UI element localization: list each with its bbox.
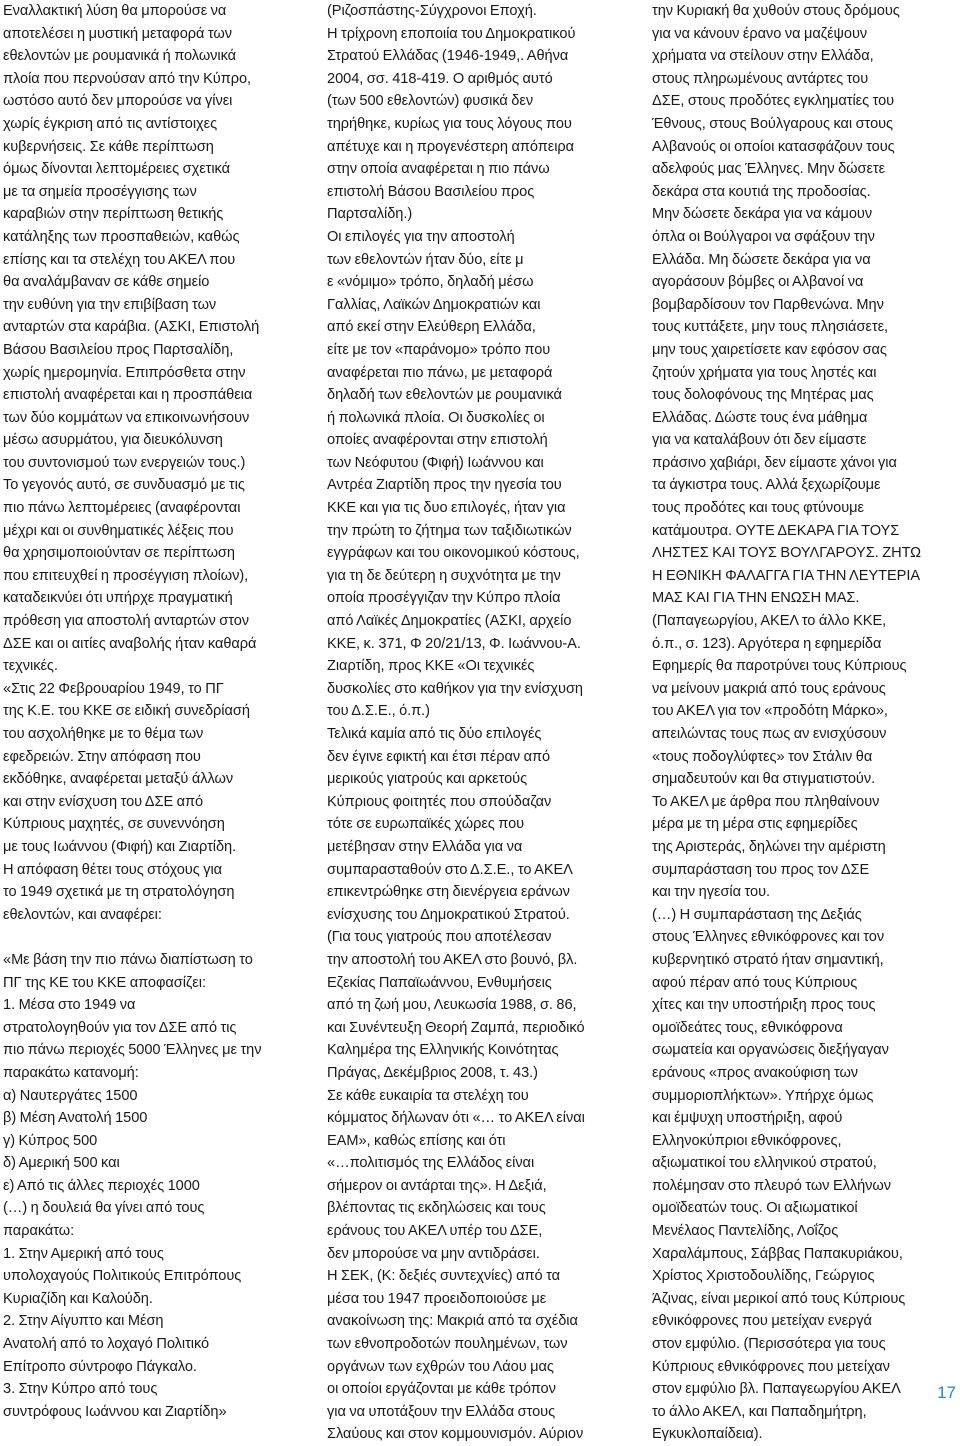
page-number: 17 — [937, 1383, 956, 1402]
text-line: συμπαράσταση του προς τον ΔΣΕ — [652, 861, 870, 878]
text-line: μην τους χαιρετίσετε καν εφόσον σας — [652, 341, 887, 358]
text-line: ενίσχυσης του Δημοκρατικού Στρατού. — [327, 906, 570, 923]
text-line: για να καταλάβουν ότι δεν είμαστε — [652, 432, 867, 449]
text-line: Έθνους, στους Βούλγαρους και στους — [652, 115, 894, 132]
text-line: αγοράσουν βόμβες οι Αλβανοί να — [652, 274, 864, 291]
text-line: μερικούς γιατρούς και αρκετούς — [327, 771, 528, 788]
text-line: Το γεγονός αυτό, σε συνδυασμό με τις — [3, 477, 245, 494]
text-line: 1. Μέσα στο 1949 να — [3, 997, 136, 1014]
text-line: οποίες αναφέρονται στην επιστολή — [327, 432, 548, 449]
text-line: πολέμησαν στο πλευρό των Ελλήνων — [652, 1177, 892, 1194]
text-line: ομοϊδεατών τους. Οι αξιωματικοί — [652, 1200, 858, 1217]
text-line: ΚΚΕ, κ. 371, Φ 20/21/13, Φ. Ιωάννου-Α. — [327, 635, 581, 652]
text-line: συντρόφους Ιωάννου και Ζιαρτίδη» — [3, 1403, 227, 1420]
text-line: Καλημέρα της Ελληνικής Κοινότητας — [327, 1042, 559, 1059]
text-line: κυβερνητικό στρατό ήταν σημαντική, — [652, 951, 884, 968]
text-line — [3, 926, 310, 949]
text-line: επικεντρώθηκε στη διενέργεια εράνων — [327, 884, 570, 901]
text-line: δηλαδή των εθελοντών με ρουμανικά — [327, 387, 562, 404]
text-line: του συντονισμού των ενεργειών τους.) — [3, 454, 246, 471]
text-line: της Κ.Ε. του ΚΚΕ σε ειδική συνεδρίασή — [3, 703, 250, 720]
text-line: Η ΕΘΝΙΚΗ ΦΑΛΑΓΓΑ ΓΙΑ ΤΗΝ ΛΕΥΤΕΡΙΑ — [652, 567, 921, 584]
text-line: την αποστολή του ΑΚΕΛ στο βουνό, βλ. — [327, 951, 578, 968]
text-line: όμως δίνονται λεπτομέρειες σχετικά — [3, 161, 231, 178]
text-line: το 1949 σχετικά με τη στρατολόγηση — [3, 884, 235, 901]
text-line: από εκεί στην Ελεύθερη Ελλάδα, — [327, 319, 536, 336]
text-line: μέρα με τη μέρα στις εφημερίδες — [652, 816, 858, 833]
text-line: την ευθύνη για την επιβίβαση των — [3, 296, 217, 313]
text-line: απέτυχε και η προγενέστερη απόπειρα — [327, 138, 575, 155]
text-line: εθνικόφρονες που μετείχαν ενεργά — [652, 1313, 872, 1330]
text-line: δεκάρα στα κουτιά της προδοσίας. — [652, 183, 871, 200]
text-line: και στην ενίσχυση του ΔΣΕ από — [3, 793, 204, 810]
text-line: απειλώντας τους πως αν ενισχύσουν — [652, 726, 887, 742]
text-line: στρατολογηθούν για τον ΔΣΕ από τις — [3, 1019, 237, 1036]
text-line: από Λαϊκές Δημοκρατίες (ΑΣΚΙ, αρχείο — [327, 613, 572, 630]
text-line: Επίτροπο σύντροφο Πάγκαλο. — [3, 1358, 197, 1375]
text-line: βομβαρδίσουν τον Παρθενώνα. Μην — [652, 296, 884, 313]
text-line: πρόθεση για αποστολή ανταρτών στον — [3, 613, 250, 630]
text-line: ΚΚΕ και για τις δυο επιλογές, ήταν για — [327, 500, 566, 517]
text-line: της Αριστεράς, δηλώνει την αμέριστη — [652, 838, 886, 855]
text-line: (…) η δουλειά θα γίνει από τους — [3, 1200, 205, 1217]
text-line: (…) Η συμπαράσταση της Δεξιάς — [652, 906, 862, 923]
text-line: 2004, σσ. 418-419. Ο αριθμός αυτό — [327, 70, 553, 87]
text-line: επίσης και τα στελέχη του ΑΚΕΛ που — [3, 251, 236, 268]
text-line: του ΑΚΕΛ για τον «προδότη Μάρκο», — [652, 703, 888, 720]
text-line: και Συνέντευξη Θεορή Ζαμπά, περιοδικό — [327, 1019, 585, 1036]
text-line: Ελλάδα. Μη δώσετε δεκάρα για να — [652, 251, 871, 268]
text-line: δεν μπορούσε να μην αντιδράσει. — [327, 1245, 540, 1262]
text-line: ΛΗΣΤΕΣ ΚΑΙ ΤΟΥΣ ΒΟΥΛΓΑΡΟΥΣ. ΖΗΤΩ — [652, 545, 922, 562]
text-line: αποτελέσει η μυστική μεταφορά των — [3, 25, 233, 42]
text-line: δ) Αμερική 500 και — [3, 1155, 120, 1172]
text-line: Το ΑΚΕΛ με άρθρα που πληθαίνουν — [652, 793, 880, 810]
text-line: τους δολοφόνους της Μητέρας μας — [652, 387, 874, 404]
text-line: συμπαρασταθούν στο Δ.Σ.Ε., το ΑΚΕΛ — [327, 861, 573, 878]
text-line: μέχρι και οι συνθηματικές λέξεις που — [3, 522, 234, 539]
text-line: οι οποίοι εργάζονται με κάθε τρόπον — [327, 1381, 556, 1398]
text-line: καραβιών στην περίπτωση θετικής — [3, 206, 224, 223]
text-line: τα άγκιστρα τους. Αλλά ξεχωρίζουμε — [652, 477, 881, 494]
text-line: να μείνουν μακριά από τους εράνους — [652, 680, 886, 697]
text-line: εράνους του ΑΚΕΛ υπέρ του ΔΣΕ, — [327, 1223, 543, 1240]
text-line: Μην δώσετε δεκάρα για να κάμουν — [652, 206, 873, 223]
text-line: Γαλλίας, Λαϊκών Δημοκρατιών και — [327, 296, 541, 313]
text-line: ομοϊδεάτες τους, εθνικόφρονα — [652, 1019, 843, 1036]
text-line: Άζινας, είναι μερικοί από τους Κύπριους — [652, 1290, 906, 1307]
text-line: β) Μέση Ανατολή 1500 — [3, 1110, 148, 1127]
text-line: των δύο κομμάτων να επικοινωνήσουν — [3, 409, 250, 426]
text-line: θα χρησιμοποιούνταν σε περίπτωση — [3, 545, 235, 562]
text-line: (των 500 εθελοντών) φυσικά δεν — [327, 93, 534, 110]
text-line: Ελλάδας. Δώστε τους ένα μάθημα — [652, 409, 868, 426]
text-line: συμμοριοπλήκτων». Υπήρχε όμως — [652, 1087, 874, 1104]
text-line: επιστολή Βάσου Βασιλείου προς — [327, 183, 535, 200]
text-line: είτε με τον «παράνομο» τρόπο που — [327, 341, 551, 358]
text-line: αδελφούς μας Έλληνες. Μην δώσετε — [652, 161, 886, 178]
text-line: του Δ.Σ.Ε., ό.π.) — [327, 703, 430, 720]
text-line: Κύπριους μαχητές, σε συνεννόηση — [3, 816, 225, 833]
text-line: ανακοίνωση της: Μακριά από τα σχέδια — [327, 1313, 578, 1330]
text-line: Αλβανούς οι οποίοι κατασφάζουν τους — [652, 138, 895, 155]
text-line: «τους ποδογλύφτες» τον Στάλιν θα — [652, 748, 873, 765]
text-line: 2. Στην Αίγυπτο και Μέση — [3, 1313, 164, 1330]
text-line: α) Ναυτεργάτες 1500 — [3, 1087, 138, 1104]
text-line: ΠΓ της ΚΕ του ΚΚΕ αποφασίζει: — [3, 974, 206, 991]
text-line: για τη δε δεύτερη η συχνότητα με την — [327, 567, 561, 584]
text-line: Η απόφαση θέτει τους στόχους για — [3, 861, 223, 878]
text-line: και την ηγεσία του. — [652, 884, 771, 901]
text-line: τότε σε ευρωπαϊκές χώρες που — [327, 816, 525, 833]
text-line: ζητούν χρήματα για τους ληστές και — [652, 364, 877, 381]
text-line: κόμματος δήλωναν ότι «… το ΑΚΕΛ είναι — [327, 1110, 585, 1127]
text-line: σήμερον οι αντάρται της». Η Δεξιά, — [327, 1177, 547, 1194]
text-line: Χρίστος Χριστοδουλίδης, Γεώργιος — [652, 1268, 875, 1285]
text-line: Σλαύους και στον κομμουνισμόν. Αύριον — [327, 1426, 584, 1443]
text-line: αφού πέραν από τους Κύπριους — [652, 974, 858, 991]
text-line: εγγράφων και του οικονομικού κόστους, — [327, 545, 580, 562]
text-line: στην οποία αναφέρεται η πιο πάνω — [327, 161, 550, 178]
text-line: που επιτευχθεί η προσέγγιση πλοίων), — [3, 567, 249, 584]
text-line: κυβερνήσεις. Σε κάθε περίπτωση — [3, 138, 214, 155]
text-line: γ) Κύπρος 500 — [3, 1132, 98, 1149]
text-line: Εγκυκλοπαίδεια). — [652, 1426, 763, 1443]
text-line: «Με βάση την πιο πάνω διαπίστωση το — [3, 951, 253, 968]
text-line: Κύπριους φοιτητές που σπούδαζαν — [327, 793, 552, 810]
text-line: ωστόσο αυτό δεν μπορούσε να γίνει — [3, 93, 233, 110]
text-line: ΔΣΕ και οι αιτίες αναβολής ήταν καθαρά — [3, 635, 257, 652]
text-line: εράνους «προς ανακούφιση των — [652, 1064, 859, 1081]
text-line: των εθνοπροδοτών πουλημένων, των — [327, 1336, 568, 1353]
text-line: Η τρίχρονη εποποιία του Δημοκρατικού — [327, 25, 576, 42]
text-line: επιστολή αναφέρεται και η προσπάθεια — [3, 387, 253, 404]
text-line: την Κυριακή θα χυθούν στους δρόμους — [652, 3, 900, 19]
text-line: οποία προσέγγιζαν την Κύπρο πλοία — [327, 590, 561, 607]
text-line: ή πολωνικά πλοία. Οι δυσκολίες οι — [327, 409, 545, 426]
text-line: πιο πάνω περιοχές 5000 Έλληνες με την — [3, 1042, 262, 1059]
text-line: μέσω ασυρμάτου, για διευκόλυνση — [3, 432, 223, 449]
text-line: στους Έλληνες εθνικόφρονες και τον — [652, 929, 885, 946]
text-line: εκδόθηκε, αναφέρεται μεταξύ άλλων — [3, 771, 234, 788]
text-line: σωματεία και οργανώσεις διεξήγαγαν — [652, 1042, 889, 1059]
text-line: Χαραλάμπους, Σάββας Παπακυριάκου, — [652, 1245, 903, 1262]
text-line: μετέβησαν στην Ελλάδα για να — [327, 838, 523, 855]
text-line: Ζιαρτίδη, προς ΚΚΕ «Οι τεχνικές — [327, 658, 535, 675]
text-line: εθελοντών, και αναφέρει: — [3, 906, 162, 923]
text-line: κατάμουτρα. ΟΥΤΕ ΔΕΚΑΡΑ ΓΙΑ ΤΟΥΣ — [652, 522, 900, 539]
text-line: Κυριαζίδη και Καλούδη. — [3, 1290, 153, 1307]
text-line: εθελοντών με ρουμανικά ή πολωνικά — [3, 48, 237, 65]
text-line: αναφέρεται πιο πάνω, με μεταφορά — [327, 364, 553, 381]
text-line: για να υποτάξουν την Ελλάδα στους — [327, 1403, 556, 1420]
text-line: θα αναλάμβαναν σε κάθε σημείο — [3, 274, 210, 291]
text-line: ό.π., σ. 123). Αργότερα η εφημερίδα — [652, 635, 882, 652]
text-line: Οι επιλογές για την αποστολή — [327, 228, 515, 245]
text-column-middle — [327, 0, 634, 1446]
text-line: ΜΑΣ ΚΑΙ ΓΙΑ ΤΗΝ ΕΝΩΣΗ ΜΑΣ. — [652, 590, 860, 607]
text-line: των εθελοντών ήταν δύο, είτε μ — [327, 251, 524, 268]
text-line: «Στις 22 Φεβρουαρίου 1949, το ΠΓ — [3, 680, 224, 697]
text-line: υπολοχαγούς Πολιτικούς Επιτρόπους — [3, 1268, 242, 1285]
text-line: 1. Στην Αμερική από τους — [3, 1245, 164, 1262]
text-line: ε) Από τις άλλες περιοχές 1000 — [3, 1177, 200, 1194]
text-line: (Για τους γιατρούς που αποτέλεσαν — [327, 929, 552, 946]
text-line: 3. Στην Κύπρο από τους — [3, 1381, 158, 1398]
text-line: Μενέλαος Παντελίδης, Λοΐζος — [652, 1223, 839, 1240]
text-line: στον εμφύλιο. (Περισσότερα για τους — [652, 1336, 886, 1353]
text-line: παρακάτω: — [3, 1223, 75, 1240]
text-line: (Παπαγεωργίου, ΑΚΕΛ το άλλο ΚΚΕ, — [652, 613, 887, 630]
text-line: τεχνικές. — [3, 658, 58, 675]
text-line: Παρτσαλίδη.) — [327, 206, 413, 223]
text-column-left — [3, 0, 310, 1423]
text-line: χωρίς έγκριση από τις αντίστοιχες — [3, 115, 218, 132]
text-column-right — [652, 0, 959, 1446]
text-line: πράσινο χαβιάρι, δεν είμαστε χάνοι για — [652, 454, 897, 471]
text-line: Πράγας, Δεκέμβριος 2008, τ. 43.) — [327, 1064, 538, 1081]
text-line: Εζεκίας Παπαϊωάννου, Ενθυμήσεις — [327, 974, 552, 991]
text-line: χίτες και την υποστήριξη προς τους — [652, 997, 876, 1014]
text-line: Ελληνοκύπριοι εθνικόφρονες, — [652, 1132, 842, 1149]
text-line: του ασχολήθηκε με το θέμα των — [3, 726, 204, 742]
text-line: ΕΑΜ», καθώς επίσης και ότι — [327, 1132, 506, 1149]
text-line: ΔΣΕ, στους προδότες εγκληματίες του — [652, 93, 895, 110]
text-line: «…πολιτισμός της Ελλάδος είναι — [327, 1155, 535, 1172]
text-line: εφεδρειών. Στην απόφαση που — [3, 748, 201, 765]
text-line: παρακάτω κατανομή: — [3, 1064, 139, 1081]
text-line: μέσα του 1947 προειδοποιούσε με — [327, 1290, 547, 1307]
text-line: σημαδευτούν και θα στιγματιστούν. — [652, 771, 876, 788]
text-line: ε «νόμιμο» τρόπο, δηλαδή μέσω — [327, 274, 534, 291]
text-line: το άλλο ΑΚΕΛ, και Παπαδημήτρη, — [652, 1403, 867, 1420]
text-line: στους πληρωμένους αντάρτες του — [652, 70, 869, 87]
text-line: από τη ζωή μου, Λευκωσία 1988, σ. 86, — [327, 997, 577, 1014]
text-line: Τελικά καμία από τις δύο επιλογές — [327, 726, 542, 742]
text-line: με τους Ιωάννου (Φιφή) και Ζιαρτίδη. — [3, 838, 237, 855]
text-line: όπλα οι Βούλγαροι να σφάξουν την — [652, 228, 875, 245]
text-line: για να κάνουν έρανο να μαζέψουν — [652, 25, 868, 42]
text-line: Στρατού Ελλάδας (1946-1949,. Αθήνα — [327, 48, 569, 65]
text-line: Κύπριους εθνικόφρονες που μετείχαν — [652, 1358, 890, 1375]
text-line: αξιωματικοί του ελληνικού στρατού, — [652, 1155, 877, 1172]
text-line: στον εμφύλιο βλ. Παπαγεωργίου ΑΚΕΛ — [652, 1381, 901, 1398]
text-line: Βάσου Βασιλείου προς Παρτσαλίδη, — [3, 341, 234, 358]
text-line: τηρήθηκε, κυρίως για τους λόγους που — [327, 115, 572, 132]
text-line: ανταρτών στα καράβια. (ΑΣΚΙ, Επιστολή — [3, 319, 260, 336]
text-line: Εναλλακτική λύση θα μπορούσε να — [3, 3, 227, 19]
text-line: των Νεόφυτου (Φιφή) Ιωάννου και — [327, 454, 544, 471]
text-line: Αντρέα Ζιαρτίδη προς την ηγεσία του — [327, 477, 562, 494]
text-line: με τα σημεία προσέγγισης των — [3, 183, 197, 200]
text-line: Εφημερίς θα παροτρύνει τους Κύπριους — [652, 658, 907, 675]
text-line: και έμψυχη υποστήριξη, αφού — [652, 1110, 843, 1127]
text-line: καταδεικνύει ότι υπήρχε πραγματική — [3, 590, 233, 607]
text-line: οργάνων των εχθρών του Λάου μας — [327, 1358, 554, 1375]
text-line: τους κυττάξετε, μην τους πλησιάσετε, — [652, 319, 889, 336]
text-line: δεν έγινε εφικτή και έτσι πέραν από — [327, 748, 551, 765]
text-line: βλέποντας τις εκδηλώσεις και τους — [327, 1200, 546, 1217]
text-line: χωρίς ημερομηνία. Επιπρόσθετα στην — [3, 364, 246, 381]
text-line: (Ριζοσπάστης-Σύγχρονοι Εποχή. — [327, 3, 537, 19]
text-line: πλοία που περνούσαν από την Κύπρο, — [3, 70, 252, 87]
text-line: Η ΣΕΚ, (Κ: δεξιές συντεχνίες) από τα — [327, 1268, 560, 1285]
text-line: χρήματα να στείλουν στην Ελλάδα, — [652, 48, 874, 65]
text-line: Σε κάθε ευκαιρία τα στελέχη του — [327, 1087, 529, 1104]
text-line: τους προδότες και τους φτύνουμε — [652, 500, 864, 517]
text-line: δυσκολίες στο καθήκον για την ενίσχυση — [327, 680, 583, 697]
text-line: κατάληξης των προσπαθειών, καθώς — [3, 228, 240, 245]
text-line: Ανατολή από το λοχαγό Πολιτικό — [3, 1336, 210, 1353]
text-line: την πρώτη το ζήτημα των ταξιδιωτικών — [327, 522, 572, 539]
text-line: πιο πάνω λεπτομέρειες (αναφέρονται — [3, 500, 241, 517]
